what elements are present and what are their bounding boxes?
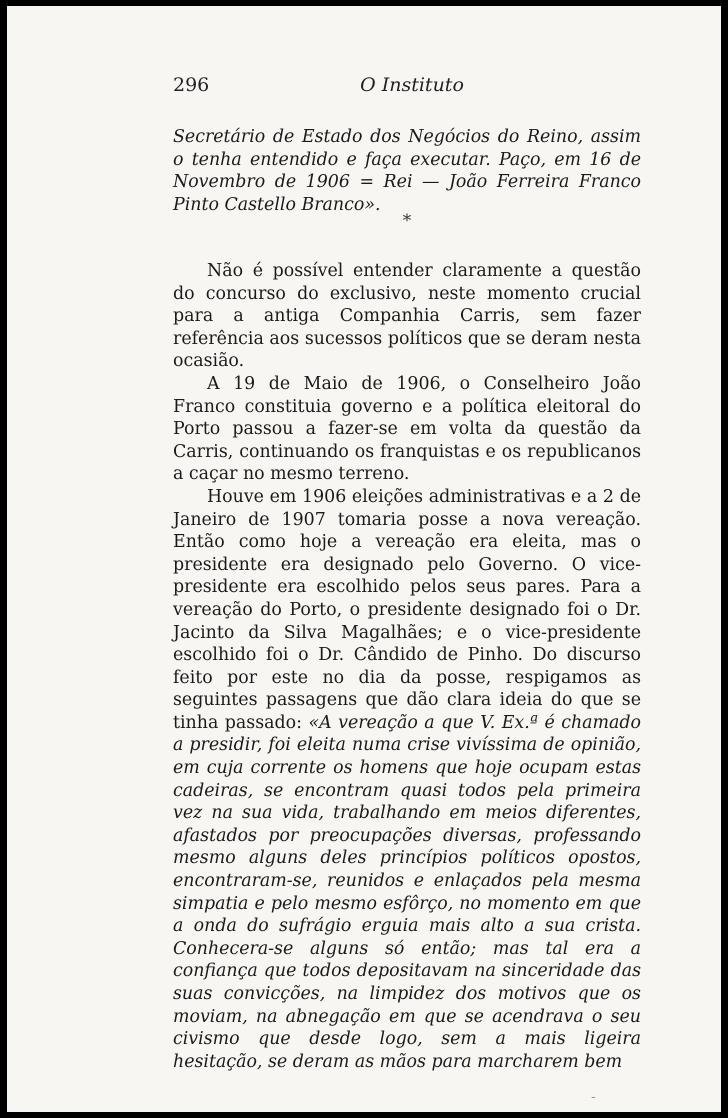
page-mark: - <box>591 1089 596 1105</box>
page-header <box>173 74 651 102</box>
paragraph: Não é possível entender claramente a questão do concurso do exclusivo, neste momento crucial para a antiga Companhia Carris, sem fazer referência aos sucessos políticos que se deram nesta ocasião. <box>173 261 641 372</box>
body-text <box>173 260 641 1073</box>
paragraph <box>173 486 641 1073</box>
decree-paragraph <box>173 126 641 216</box>
page-number: 296 <box>173 74 210 96</box>
paragraph-intro: Houve em 1906 eleições administrativas e a 2 de Janeiro de 1907 tomaria posse a nova vereação. Então como hoje a vereação era eleita, mas o presidente era designado pelo Governo. O vice-presidente era escolhido pelos seus pares. Para a vereação do Porto, o presidente designado foi o Dr. Jacinto da Silva Magalhães; e o vice-presidente escolhido foi o Dr. Cândido de Pinho. Do discurso feito por este no dia da posse, respigamos as seguintes passagens que dão clara ideia do que se tinha passado: <box>173 486 641 733</box>
paragraph: A 19 de Maio de 1906, o Conselheiro João Franco constituia governo e a política eleitoral do Porto passou a fazer-se em volta da questão da Carris, continuando os franquistas e os republicanos a caçar no mesmo terreno. <box>173 373 641 485</box>
decree-text: Secretário de Estado dos Negócios do Reino, assim o tenha entendido e faça executar. Paço, em 16 de Novembro de 1906 = Rei — João Ferreira Franco Pinto Castello Branco». <box>173 127 641 215</box>
book-page <box>7 6 721 1112</box>
section-separator: * <box>402 211 412 231</box>
quoted-speech: «A vereação a que V. Ex.ª é chamado a presidir, foi eleita numa crise vivíssima de opinião, em cuja corrente os homens que hoje ocupam estas cadeiras, se encontram quasi todos pela primeira vez na sua vida, trabalhando em meios diferentes, afastados por preocupações diversas, professando mesmo alguns deles princípios políticos opostos, encontraram-se, reunidos e enlaçados pela mesma simpatia e pelo mesmo esfôrço, no momento em que a onda do sufrágio erguia mais alto a sua crista. Conhecera-se alguns só então; mas tal era a confiança que todos depositavam na sinceridade das suas convicções, na limpidez dos motivos que os moviam, na abnegação em que se acendrava o seu civismo que desde logo, sem a mais ligeira hesitação, se deram as mãos para marcharem bem <box>173 712 642 1072</box>
running-title: O Instituto <box>360 74 464 96</box>
